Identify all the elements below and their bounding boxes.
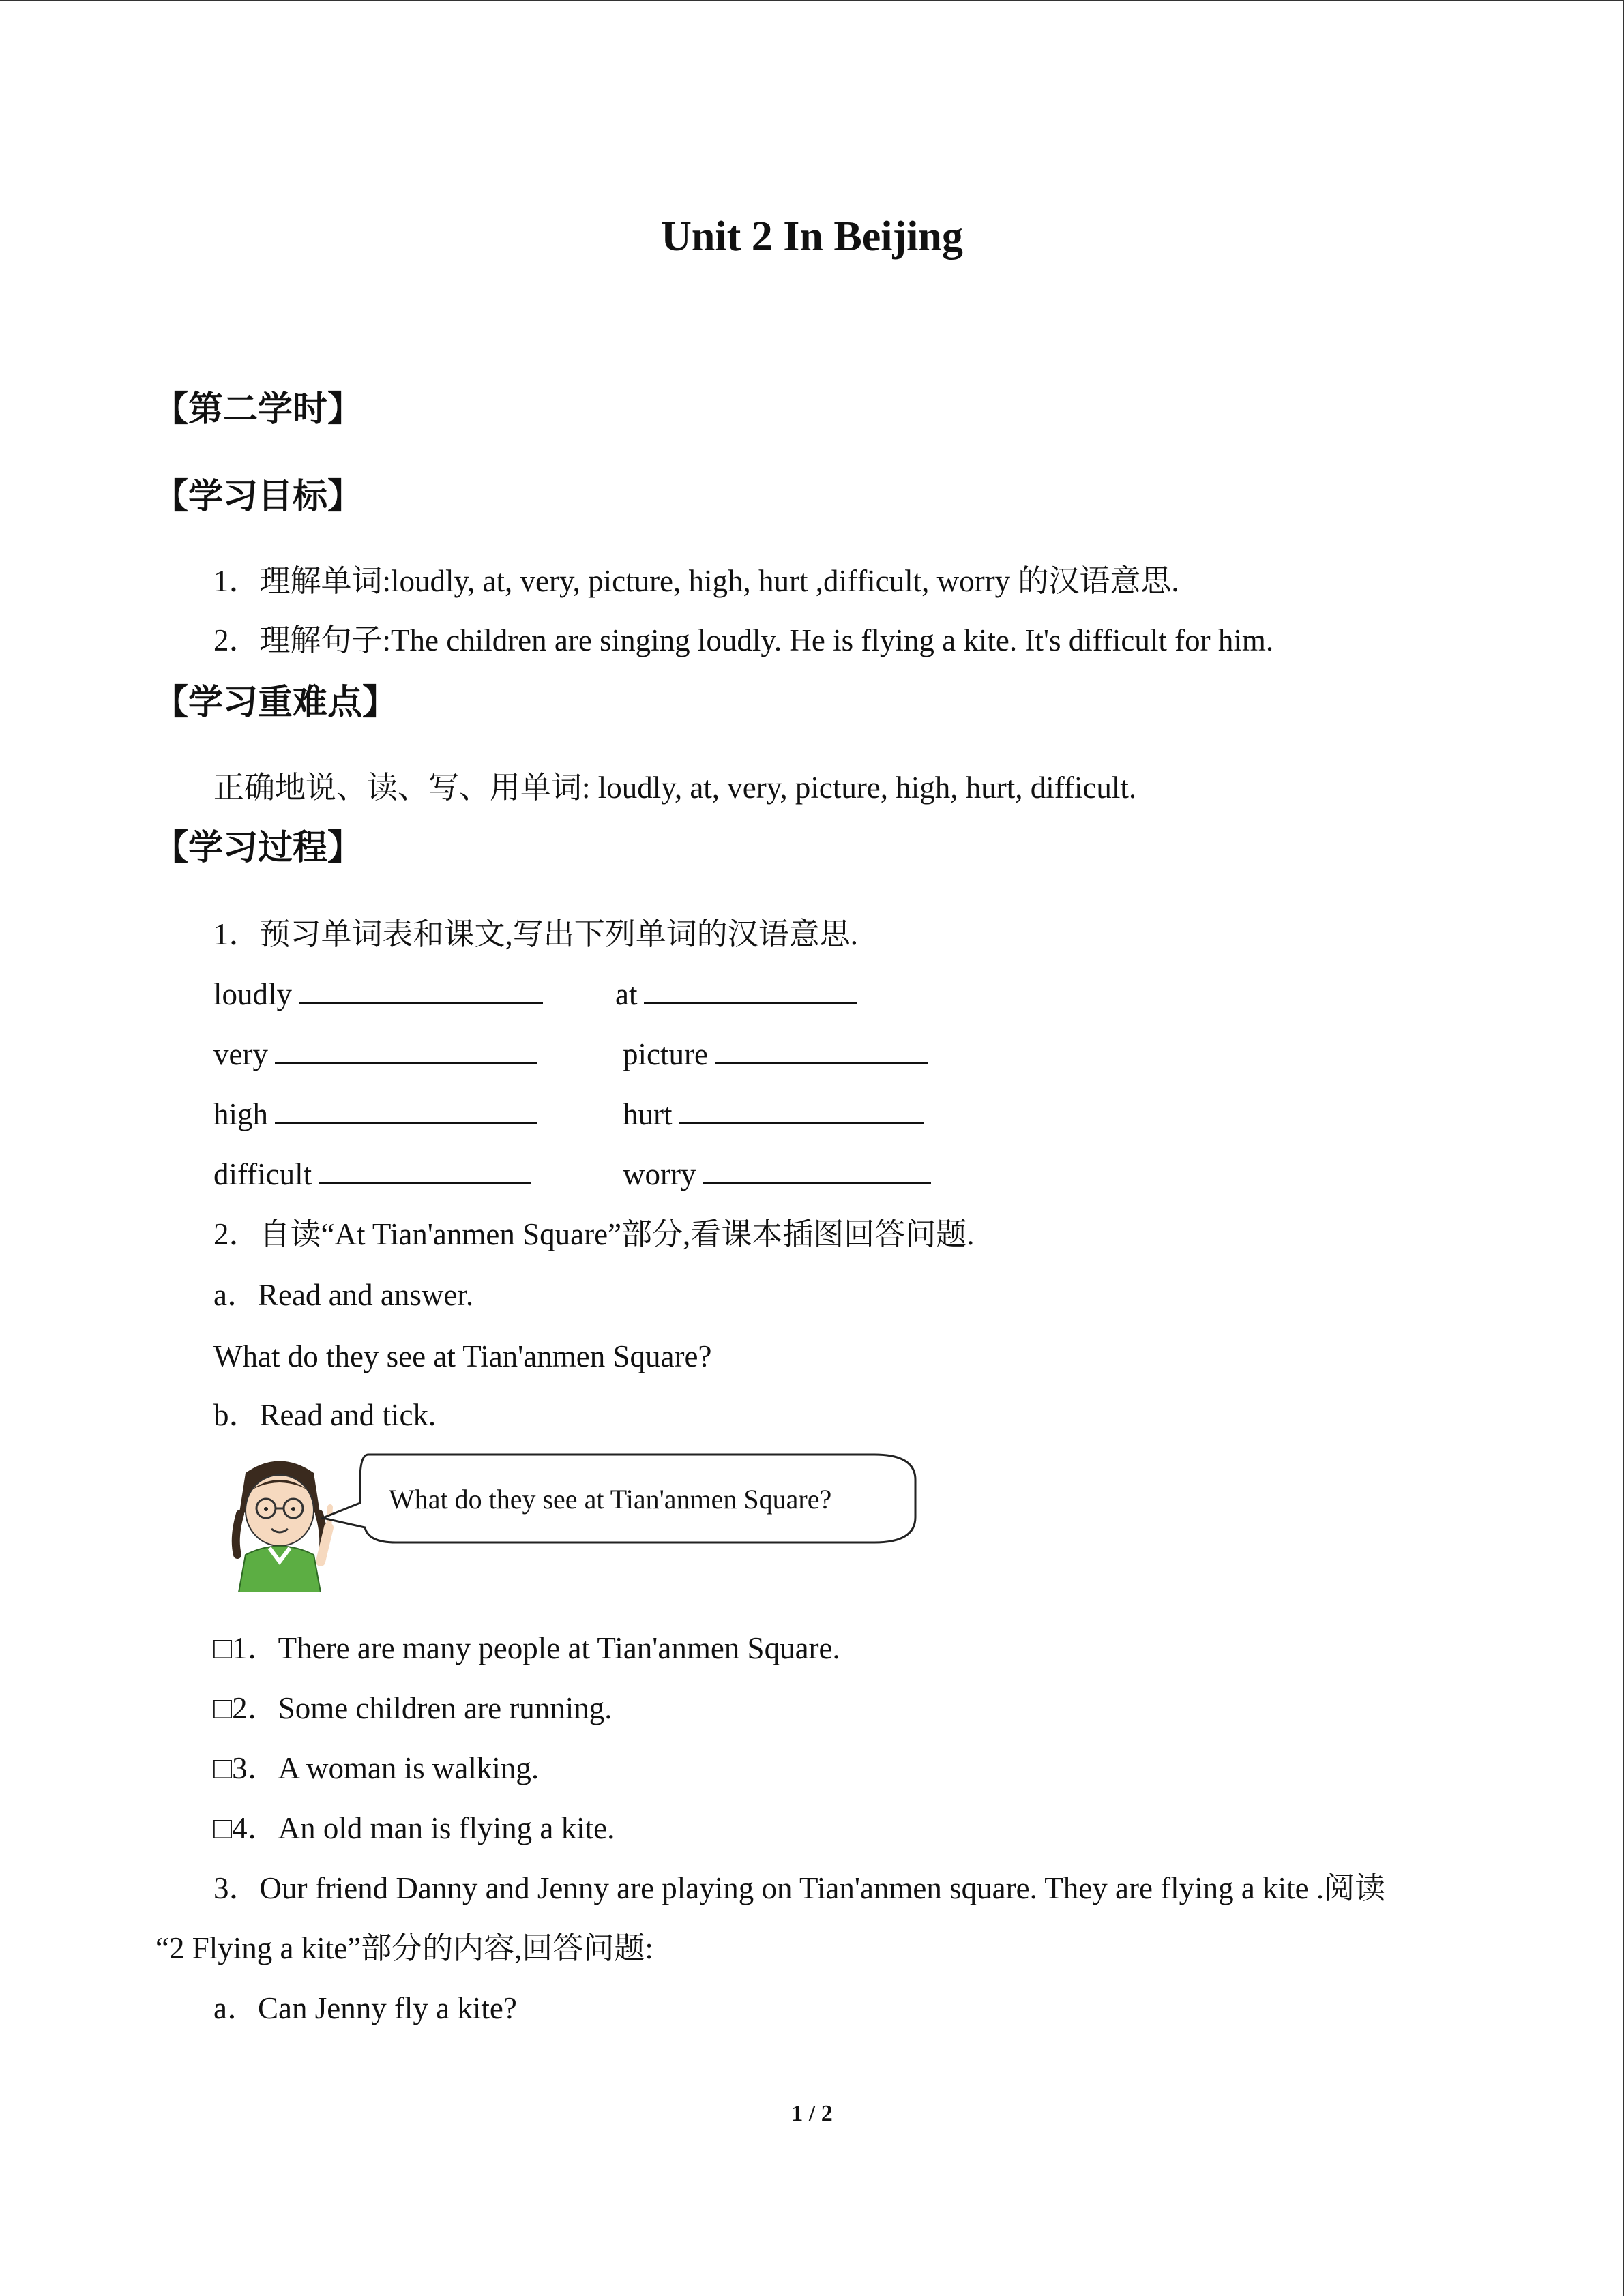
answer-blank-high[interactable] [275, 1098, 537, 1124]
vocab-word-high: high [213, 1096, 537, 1133]
section-key-points: 【学习重难点】 [153, 683, 398, 723]
tick-item-1[interactable]: □1．There are many people at Tian'anmen Square. [213, 1631, 840, 1665]
answer-blank-worry[interactable] [703, 1158, 931, 1184]
vocab-word-hurt: hurt [623, 1096, 924, 1133]
step2-part-a-label: a．Read and answer. [213, 1278, 474, 1312]
answer-blank-at[interactable] [644, 978, 857, 1004]
section-lesson: 【第二学时】 [153, 389, 363, 430]
section-goals: 【学习目标】 [153, 477, 363, 517]
step1-instruction: 1．预习单词表和课文,写出下列单词的汉语意思. [213, 917, 859, 951]
tick-item-4[interactable]: □4．An old man is flying a kite. [213, 1811, 615, 1845]
answer-blank-picture[interactable] [715, 1038, 928, 1064]
speech-bubble-text: What do they see at Tian'anmen Square? [389, 1484, 832, 1515]
answer-blank-very[interactable] [275, 1038, 537, 1064]
step3-line2: “2 Flying a kite”部分的内容,回答问题: [156, 1931, 653, 1965]
page-title: Unit 2 In Beijing [661, 213, 963, 260]
section-process: 【学习过程】 [153, 828, 363, 868]
vocab-word-at: at [615, 976, 857, 1013]
vocab-word-worry: worry [623, 1156, 931, 1193]
answer-blank-loudly[interactable] [299, 978, 543, 1004]
page-number: 1 / 2 [791, 2101, 833, 2126]
vocab-word-picture: picture [623, 1036, 928, 1073]
vocab-word-difficult: difficult [213, 1156, 531, 1193]
answer-blank-difficult[interactable] [319, 1158, 531, 1184]
step2-part-a-question: What do they see at Tian'anmen Square? [213, 1339, 712, 1373]
step3-line1: 3．Our friend Danny and Jenny are playing on Tian'anmen square. They are flying a kite .阅读 [213, 1871, 1386, 1905]
tick-item-2[interactable]: □2．Some children are running. [213, 1691, 612, 1725]
key-points-text: 正确地说、读、写、用单词: loudly, at, very, picture, high, hurt, difficult. [213, 771, 1137, 805]
goal-item-1: 1．理解单词:loudly, at, very, picture, high, hurt ,difficult, worry 的汉语意思. [213, 564, 1179, 598]
step2-part-b-label: b．Read and tick. [213, 1398, 437, 1432]
vocab-word-very: very [213, 1036, 537, 1073]
tick-item-3[interactable]: □3．A woman is walking. [213, 1751, 540, 1785]
goal-item-2: 2．理解句子:The children are singing loudly. He is flying a kite. It's difficult for him. [213, 623, 1274, 657]
step2-instruction: 2．自读“At Tian'anmen Square”部分,看课本插图回答问题. [213, 1217, 975, 1251]
step3-part-a: a．Can Jenny fly a kite? [213, 1991, 517, 2025]
vocab-word-loudly: loudly [213, 976, 543, 1013]
answer-blank-hurt[interactable] [679, 1098, 924, 1124]
